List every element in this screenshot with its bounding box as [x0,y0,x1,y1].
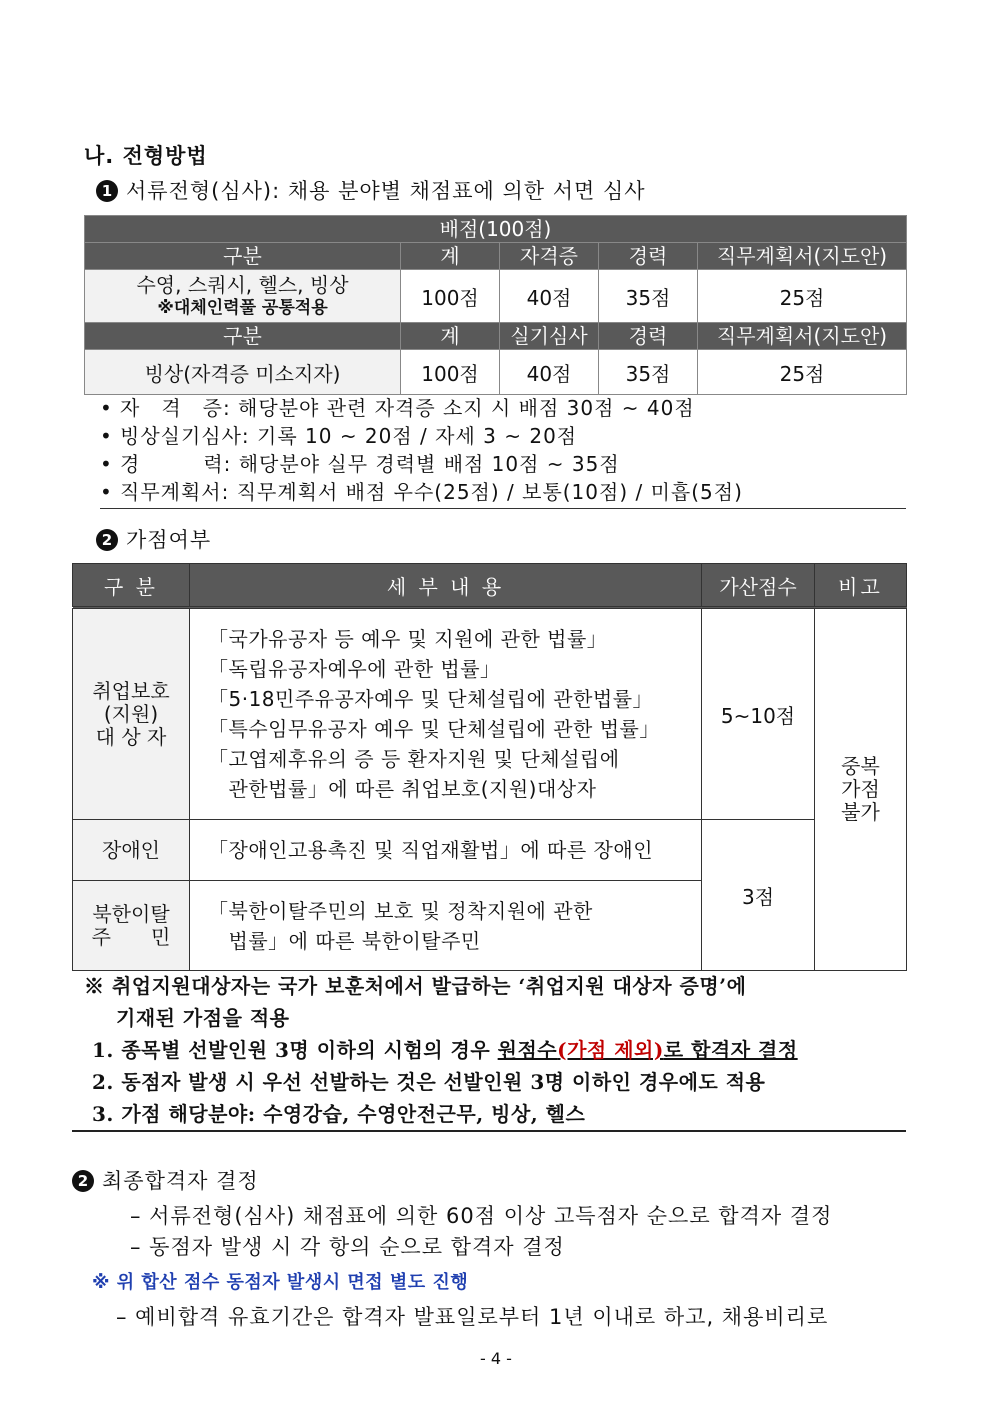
bonus-header-category: 구 분 [73,564,190,608]
bonus-row3-category: 북한이탈 주 민 [73,881,190,971]
note-item: • 직무계획서: 직무계획서 배점 우수(25점) / 보통(10점) / 미흡(5점) [100,480,743,504]
note-item: • 자 격 증: 해당분야 관련 자격증 소지 시 배점 30점 ~ 40점 [100,396,695,420]
final-line3: – 예비합격 유효기간은 합격자 발표일로부터 1년 이내로 하고, 채용비리로 [116,1305,829,1329]
bonus-remark: 중복 가점 불가 [815,608,907,971]
final-title: 최종합격자 결정 [102,1169,259,1193]
bonus-row2-category: 장애인 [73,820,190,881]
bonus-notes [72,970,906,1132]
bonus-row1-category: 취업보호 (지원) 대 상 자 [73,608,190,820]
number-two-icon: 2 [96,529,118,551]
header2-total: 계 [401,323,500,350]
final-note: ※ 위 합산 점수 동점자 발생시 면접 별도 진행 [92,1272,469,1293]
row1-category-text: 수영, 스쿼시, 헬스, 빙상 [136,273,349,297]
bonus-row2-detail: 「장애인고용촉진 및 직업재활법」에 따른 장애인 [190,820,702,881]
bullet-dot-icon: • [100,480,113,504]
row2-experience: 35점 [599,350,698,395]
bonus-row3-detail: 「북한이탈주민의 보호 및 정착지원에 관한 법률」에 따른 북한이탈주민 [190,881,702,971]
doc-review-line [96,175,646,205]
score-notes [100,394,906,509]
note-item: • 경 력: 해당분야 실무 경력별 배점 10점 ~ 35점 [100,452,620,476]
bonus-note-item3: 3. 가점 해당분야: 수영강습, 수영안전근무, 빙상, 헬스 [92,1102,586,1126]
bonus-table [72,563,907,971]
bonus-row1-points: 5~10점 [702,608,815,820]
bonus-note-item1: 1. 종목별 선발인원 3명 이하의 시험의 경우 원점수(가점 제외)로 합격자 결정 [92,1038,798,1062]
doc-review-text: 서류전형(심사): 채용 분야별 채점표에 의한 서면 심사 [126,179,646,203]
bonus-note-line1: ※ 취업지원대상자는 국가 보훈처에서 발급하는 ‘취업지원 대상자 증명’에 [84,974,747,998]
header-total: 계 [401,243,500,270]
score-table-top-header: 배점(100점) [85,216,907,243]
bullet-dot-icon: • [100,396,113,420]
score-table [84,215,907,395]
number-one-icon: 1 [96,180,118,202]
bonus-header-points: 가산점수 [702,564,815,608]
row1-category-sub: ※대체인력풀 공통적용 [157,298,328,318]
row2-plan: 25점 [698,350,907,395]
header2-category: 구분 [85,323,401,350]
row2-practical: 40점 [500,350,599,395]
bonus-row1-detail: 「국가유공자 등 예우 및 지원에 관한 법률」 「독립유공자예우에 관한 법률」 「5·18민주유공자예우 및 단체설립에 관한법률」 「특수임무유공자 예우 및 단체설립에 관한 법률」 「고엽제후유의 증 등 환자지원 및 단체설립에 관한법률」에 따른 취업보호(지원)대상자 [190,608,702,820]
page-number: - 4 - [480,1349,512,1368]
section-title: 나. 전형방법 [84,144,208,168]
bonus-row2-points: 3점 [702,820,815,971]
row1-certificate: 40점 [500,270,599,323]
bonus-note-item2: 2. 동점자 발생 시 우선 선발하는 것은 선발인원 3명 이하인 경우에도 적용 [92,1070,766,1094]
bullet-dot-icon: • [100,452,113,476]
bonus-title-line [96,524,211,554]
header2-plan: 직무계획서(지도안) [698,323,907,350]
row1-plan: 25점 [698,270,907,323]
header-experience: 경력 [599,243,698,270]
header-plan: 직무계획서(지도안) [698,243,907,270]
header-certificate: 자격증 [500,243,599,270]
note-item: • 빙상실기심사: 기록 10 ~ 20점 / 자세 3 ~ 20점 [100,424,578,448]
bonus-header-detail: 세 부 내 용 [190,564,702,608]
final-line2: – 동점자 발생 시 각 항의 순으로 합격자 결정 [130,1235,565,1259]
bullet-dot-icon: • [100,424,113,448]
final-line1: – 서류전형(심사) 채점표에 의한 60점 이상 고득점자 순으로 합격자 결정 [130,1204,833,1228]
row2-total: 100점 [401,350,500,395]
row1-total: 100점 [401,270,500,323]
final-title-line [72,1165,259,1195]
bonus-header-remark: 비고 [815,564,907,608]
header-category: 구분 [85,243,401,270]
row1-experience: 35점 [599,270,698,323]
underlined-rule: 원점수(가점 제외)로 합격자 결정 [497,1038,798,1062]
number-two-icon: 2 [72,1170,94,1192]
header2-experience: 경력 [599,323,698,350]
row2-category: 빙상(자격증 미소지자) [85,350,401,395]
header2-practical: 실기심사 [500,323,599,350]
bonus-note-line2: 기재된 가점을 적용 [116,1006,290,1030]
bonus-title: 가점여부 [126,528,212,552]
row1-category [85,270,401,323]
